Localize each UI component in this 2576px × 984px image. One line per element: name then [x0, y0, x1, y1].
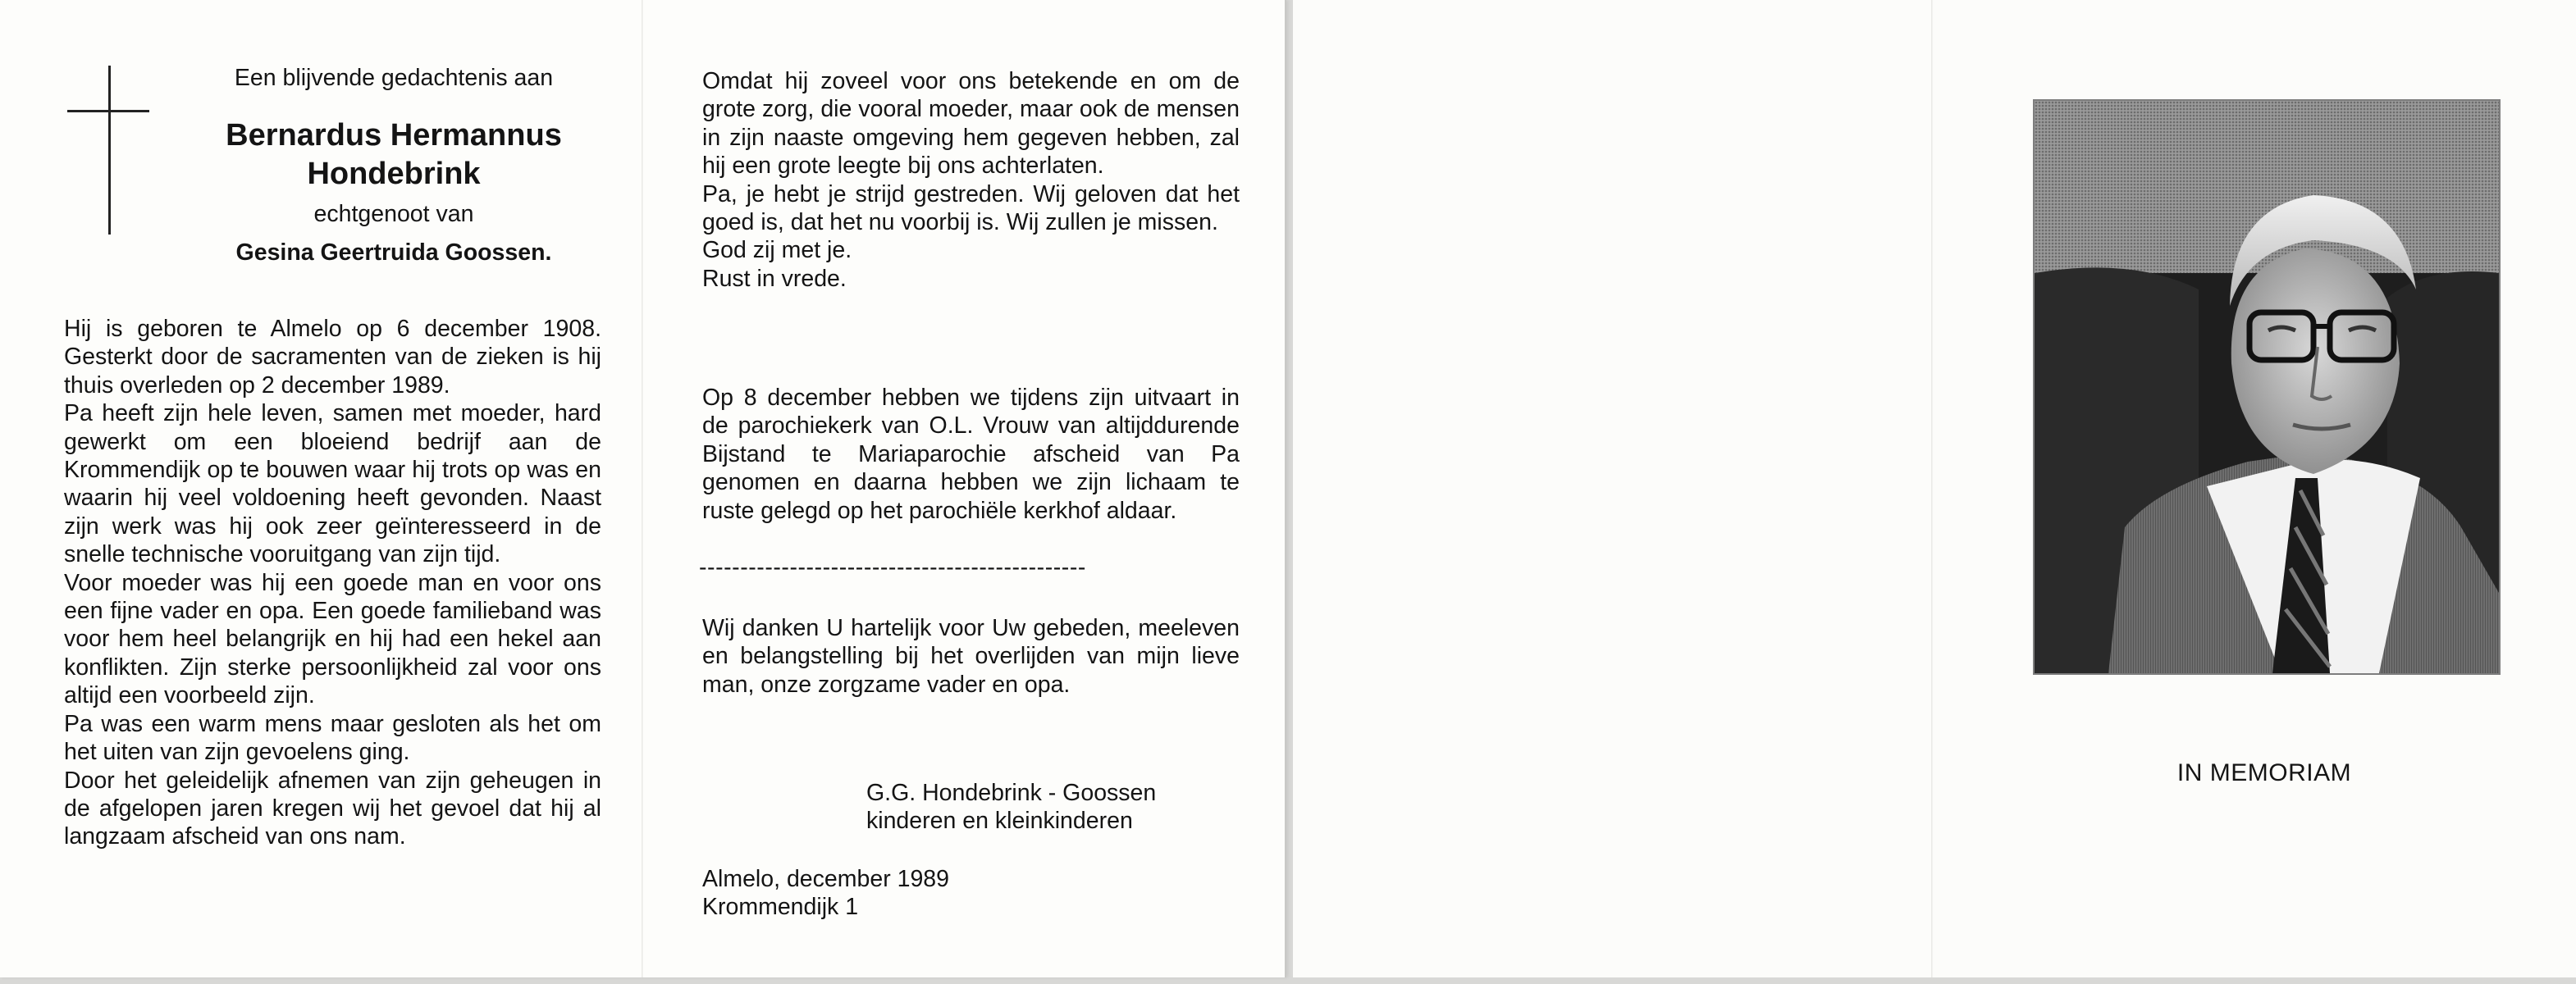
relation-label: echtgenoot van: [313, 201, 474, 227]
place-date-block: [702, 865, 1112, 922]
biography-paragraph: Voor moeder was hij een goede man en voor ons een fijne vader en opa. Een goede familieband was voor hem heel belangrijk en hij had een hekel aan konflikten. Zijn sterke persoonlijkheid zal voor ons altijd een voorbeeld zijn.: [64, 569, 601, 709]
remembrance-paragraph: God zij met je.: [702, 237, 852, 264]
biography-text: [64, 315, 601, 851]
deceased-name-line1: Bernardus Hermannus: [226, 118, 562, 153]
deceased-name-line2: Hondebrink: [307, 157, 481, 191]
spouse-name: Gesina Geertruida Goossen.: [235, 239, 552, 266]
biography-paragraph: Pa heeft zijn hele leven, samen met moeder, hard gewerkt om een bloeiend bedrijf aan de Krommendijk op te bouwen waar hij trots op was en waarin hij veel voldoening heeft gevonden. Naast zijn werk was hij ook zeer geïnteresseerd in de snelle technische vooruitgang van zijn tijd.: [64, 400, 601, 568]
signature-name: G.G. Hondebrink - Goossen: [866, 780, 1157, 806]
place-date: Almelo, december 1989: [702, 866, 950, 892]
remembrance-paragraph: Rust in vrede.: [702, 265, 847, 292]
card-inner-sheet: [0, 0, 1286, 977]
remembrance-paragraph: Pa, je hebt je strijd gestreden. Wij geloven dat het goed is, dat het nu voorbij is. Wij zullen je missen.: [702, 180, 1240, 236]
cover-title: IN MEMORIAM: [2176, 759, 2352, 786]
deceased-name: [189, 116, 599, 194]
portrait-photo: [2033, 99, 2501, 675]
biography-paragraph: Pa was een warm mens maar gesloten als het om het uiten van zijn gevoelens ging.: [64, 710, 601, 766]
biography-paragraph: Hij is geboren te Almelo op 6 december 1908. Gesterkt door de sacramenten van de zieken is hij thuis overleden op 2 december 1989.: [64, 316, 601, 399]
cross-icon-vertical: [108, 66, 111, 235]
signature-block: [866, 779, 1244, 836]
signature-family: kinderen en kleinkinderen: [866, 808, 1133, 835]
biography-paragraph: Door het geleidelijk afnemen van zijn geheugen in de afgelopen jaren kregen wij het gevoel dat hij al langzaam afscheid van ons nam.: [64, 767, 601, 850]
memorial-heading: Een blijvende gedachtenis aan: [234, 65, 554, 91]
remembrance-paragraph: Omdat hij zoveel voor ons betekende en om de grote zorg, die vooral moeder, maar ook de mensen in zijn naaste omgeving hem gegeven hebben, zal hij een grote leegte bij ons achterlaten.: [702, 68, 1240, 180]
thanks-text: Wij danken U hartelijk voor Uw gebeden, meeleven en belangstelling bij het overlijden van mijn lieve man, onze zorgzame vader en opa.: [702, 615, 1240, 698]
fold-line: [1931, 0, 1933, 977]
remembrance-text: [702, 67, 1240, 293]
fold-line: [642, 0, 643, 977]
address: Krommendijk 1: [702, 894, 859, 921]
cross-icon-horizontal: [67, 110, 149, 112]
funeral-text: Op 8 december hebben we tijdens zijn uitvaart in de parochiekerk van O.L. Vrouw van altijddurende Bijstand te Mariaparochie afscheid van Pa genomen en daarna hebben we zijn lichaam te ruste gelegd op het parochiële kerkhof aldaar.: [702, 385, 1240, 524]
dashed-separator: -----------------------------------------------: [699, 554, 1086, 581]
